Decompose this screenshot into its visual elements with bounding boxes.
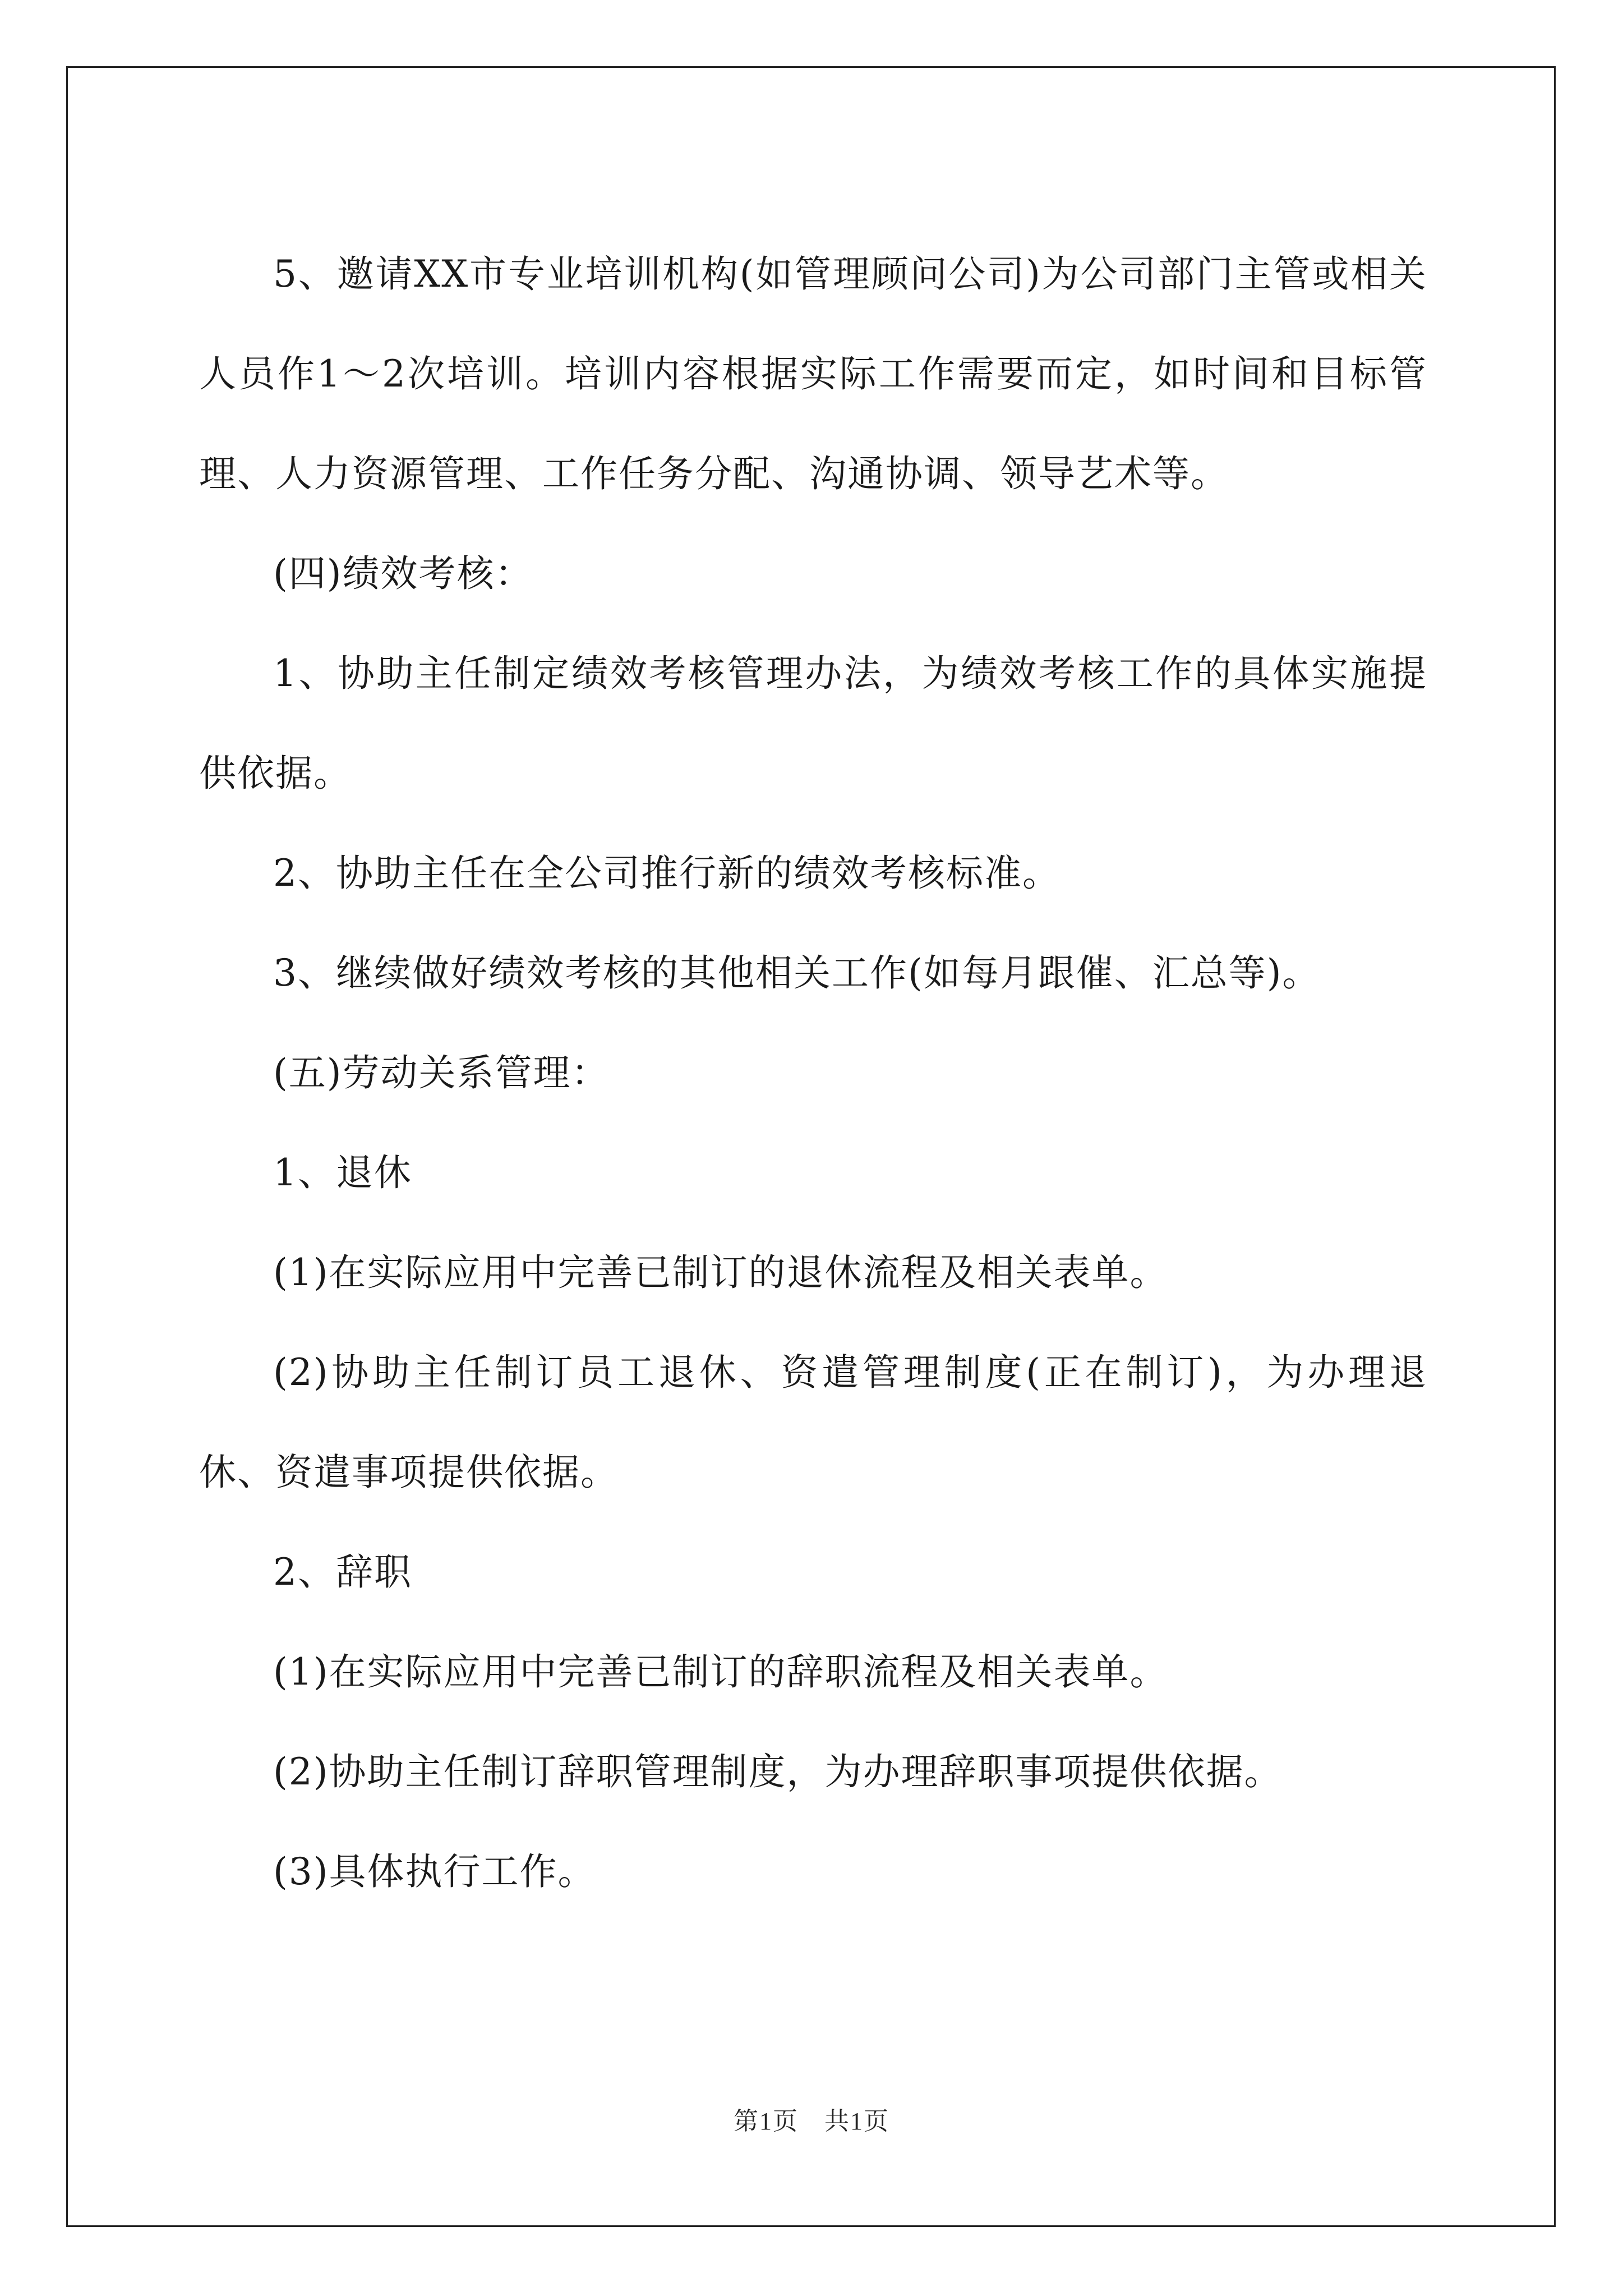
paragraph: (1)在实际应用中完善已制订的辞职流程及相关表单。 — [273, 1650, 1168, 1694]
page-number-footer: 第1页 共1页 — [734, 2108, 889, 2135]
document-body — [199, 224, 1427, 1922]
paragraph: (2)协助主任制订员工退休、资遣管理制度(正在制订)，为办理退休、资遣事项提供依据。 — [199, 1351, 1427, 1494]
section-heading: (五)劳动关系管理： — [273, 1051, 610, 1094]
paragraph: 1、协助主任制定绩效考核管理办法，为绩效考核工作的具体实施提供依据。 — [199, 652, 1427, 795]
paragraph: (3)具体执行工作。 — [273, 1850, 596, 1893]
subsection-heading: 2、辞职 — [273, 1550, 412, 1594]
paragraph: 2、协助主任在全公司推行新的绩效考核标准。 — [273, 852, 1061, 895]
section-heading: (四)绩效考核： — [273, 552, 533, 595]
paragraph: (1)在实际应用中完善已制订的退休流程及相关表单。 — [273, 1251, 1168, 1294]
subsection-heading: 1、退休 — [273, 1151, 412, 1194]
paragraph: 5、邀请XX市专业培训机构(如管理顾问公司)为公司部门主管或相关人员作1～2次培训。培训内容根据实际工作需要而定，如时间和目标管理、人力资源管理、工作任务分配、沟通协调、领导艺术等。 — [199, 252, 1427, 495]
paragraph: 3、继续做好绩效考核的其他相关工作(如每月跟催、汇总等)。 — [273, 951, 1321, 995]
paragraph: (2)协助主任制订辞职管理制度，为办理辞职事项提供依据。 — [273, 1750, 1283, 1793]
